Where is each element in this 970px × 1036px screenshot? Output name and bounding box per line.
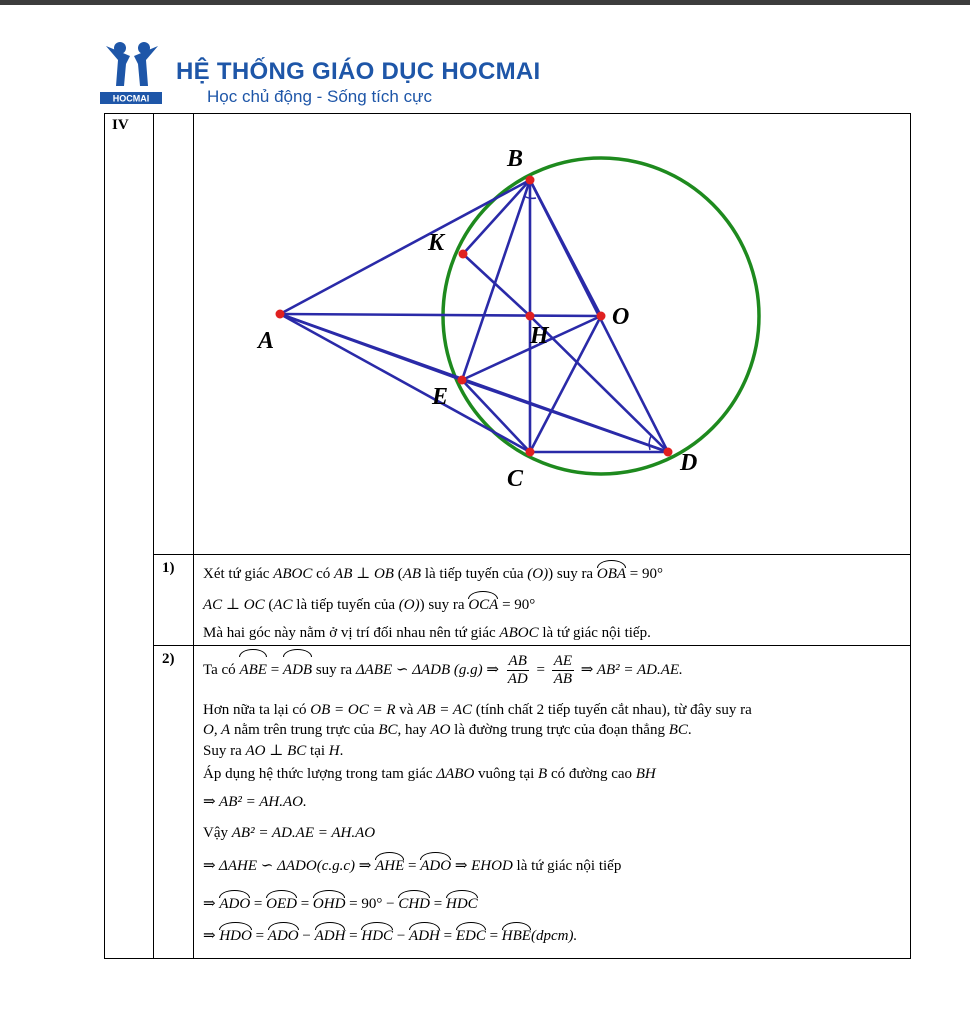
logo-text: HOCMAI	[112, 93, 150, 104]
label-d: D	[680, 450, 698, 476]
part1-line3: Mà hai góc này nằm ở vị trí đối nhau nên tứ giác ABOC là tứ giác nội tiếp.	[203, 625, 651, 641]
part1-line2: AC ⊥ OC (AC là tiếp tuyến của (O)) suy ra OCA = 90°	[203, 597, 536, 613]
part1-line1: Xét tứ giác ABOC có AB ⊥ OB (AB là tiếp tuyến của (O)) suy ra OBA = 90°	[203, 566, 663, 582]
part2-line7: Vậy AB² = AD.AE = AH.AO	[203, 825, 376, 841]
label-e: E	[432, 384, 449, 410]
brand-slogan: Học chủ động - Sống tích cực	[207, 87, 432, 106]
part2-label: 2)	[162, 651, 175, 667]
top-bar	[0, 0, 970, 5]
part2-line5: Áp dụng hệ thức lượng trong tam giác ΔABO vuông tại B có đường cao BH	[203, 766, 656, 782]
row-divider-1	[153, 554, 910, 555]
label-o: O	[612, 304, 630, 330]
part2-line9: ⇒ ADO = OED = OHD = 90° − CHD = HDC	[203, 896, 478, 912]
brand-title: HỆ THỐNG GIÁO DỤC HOCMAI	[176, 58, 541, 85]
part2-line2: Hơn nữa ta lại có OB = OC = R và AB = AC (tính chất 2 tiếp tuyến cắt nhau), từ đây suy ra	[203, 702, 752, 718]
section-label: IV	[112, 117, 129, 133]
part2-line4: Suy ra AO ⊥ BC tại H.	[203, 743, 344, 759]
part2-line1: Ta có ABE = ADB suy ra ΔABE ∽ ΔADB (g.g) ⇒ $\frac{AB}{AD}$ = $\frac{AE}{AB}$ ⇒ AB² = AD.AE.	[203, 653, 683, 688]
part2-line8: ⇒ ΔAHE ∽ ΔADO(c.g.c) ⇒ AHE = ADO ⇒ EHOD là tứ giác nội tiếp	[203, 858, 622, 874]
col-divider-1	[153, 113, 154, 959]
part2-line10: ⇒ HDO = ADO − ADH = HDC − ADH = EDC = HBE(dpcm).	[203, 928, 578, 944]
label-b: B	[507, 146, 524, 172]
label-a: A	[258, 328, 275, 354]
part2-line6: ⇒ AB² = AH.AO.	[203, 794, 307, 810]
geometry-figure	[194, 114, 910, 554]
row-divider-2	[153, 645, 910, 646]
part2-line3: O, A nằm trên trung trực của BC, hay AO là đường trung trực của đoạn thẳng BC.	[203, 722, 692, 738]
part1-label: 1)	[162, 560, 175, 576]
label-c: C	[507, 466, 524, 492]
hocmai-logo	[100, 38, 170, 106]
label-h: H	[530, 323, 549, 349]
label-k: K	[428, 230, 445, 256]
